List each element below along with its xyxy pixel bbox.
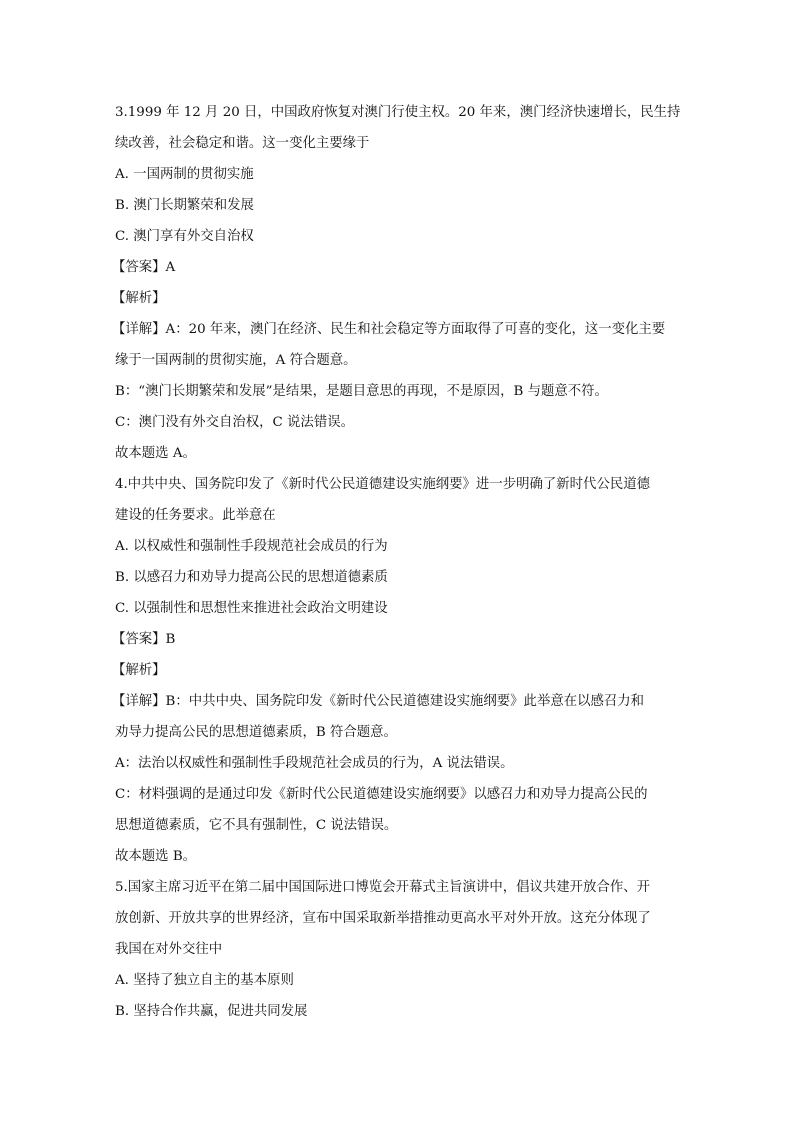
option-c: C. 以强制性和思想性来推进社会政治文明建设 bbox=[115, 601, 388, 616]
question-stem-line: 建设的任务要求。此举意在 bbox=[115, 508, 276, 523]
answer-label: 【答案】B bbox=[112, 632, 176, 647]
option-b: B. 坚持合作共赢，促进共同发展 bbox=[115, 1004, 308, 1019]
question-stem-line: 4.中共中央、国务院印发了《新时代公民道德建设实施纲要》进一步明确了新时代公民道德 bbox=[115, 477, 651, 492]
detail-line: 【详解】B：中共中央、国务院印发《新时代公民道德建设实施纲要》此举意在以感召力和 bbox=[112, 694, 645, 709]
option-a: A. 坚持了独立自主的基本原则 bbox=[115, 973, 294, 988]
detail-line: C：澳门没有外交自治权，C 说法错误。 bbox=[115, 415, 354, 430]
question-5 bbox=[115, 872, 690, 1027]
detail-line: C：材料强调的是通过印发《新时代公民道德建设实施纲要》以感召力和劝导力提高公民的 bbox=[115, 787, 648, 802]
document-page bbox=[112, 97, 690, 1027]
detail-line: 思想道德素质，它不具有强制性，C 说法错误。 bbox=[115, 818, 398, 833]
option-c: C. 澳门享有外交自治权 bbox=[115, 229, 254, 244]
question-stem-line: 5.国家主席习近平在第二届中国国际进口博览会开幕式主旨演讲中，倡议共建开放合作、开 bbox=[115, 880, 651, 895]
question-stem-line: 续改善，社会稳定和谐。这一变化主要缘于 bbox=[115, 136, 370, 151]
question-3 bbox=[112, 97, 690, 469]
option-a: A. 以权威性和强制性手段规范社会成员的行为 bbox=[115, 539, 388, 554]
analysis-label: 【解析】 bbox=[112, 663, 166, 678]
detail-line: A：法治以权威性和强制性手段规范社会成员的行为，A 说法错误。 bbox=[115, 756, 514, 771]
option-b: B. 澳门长期繁荣和发展 bbox=[115, 198, 254, 213]
option-a: A. 一国两制的贯彻实施 bbox=[115, 167, 254, 182]
question-4 bbox=[112, 469, 690, 872]
question-stem-line: 放创新、开放共享的世界经济，宣布中国采取新举措推动更高水平对外开放。这充分体现了 bbox=[115, 911, 651, 926]
detail-line: 故本题选 A。 bbox=[115, 446, 196, 461]
question-stem-line: 3.1999 年 12 月 20 日，中国政府恢复对澳门行使主权。20 年来，澳门经济快速增长，民生持 bbox=[115, 105, 681, 120]
detail-line: 【详解】A：20 年来，澳门在经济、民生和社会稳定等方面取得了可喜的变化，这一变化主要 bbox=[112, 322, 666, 337]
detail-line: 故本题选 B。 bbox=[115, 849, 197, 864]
question-stem-line: 我国在对外交往中 bbox=[115, 942, 223, 957]
detail-line: B：“澳门长期繁荣和发展”是结果，是题目意思的再现，不是原因，B 与题意不符。 bbox=[115, 384, 608, 399]
detail-line: 劝导力提高公民的思想道德素质，B 符合题意。 bbox=[115, 725, 397, 740]
detail-line: 缘于一国两制的贯彻实施，A 符合题意。 bbox=[115, 353, 357, 368]
option-b: B. 以感召力和劝导力提高公民的思想道德素质 bbox=[115, 570, 388, 585]
answer-label: 【答案】A bbox=[112, 260, 176, 275]
analysis-label: 【解析】 bbox=[112, 291, 166, 306]
